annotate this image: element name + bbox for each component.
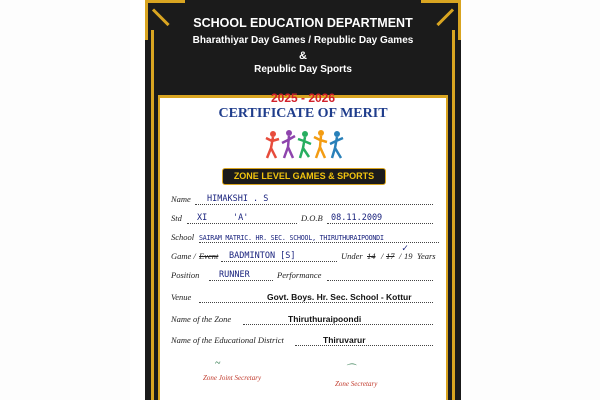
under-label: Under [341, 251, 363, 261]
zone-row [145, 311, 461, 327]
venue-dots [199, 302, 433, 303]
department-heading: SCHOOL EDUCATION DEPARTMENT [193, 16, 413, 30]
sports-figures-icon [265, 128, 345, 162]
venue-label: Venue [171, 292, 192, 302]
tick-mark-icon: ✓ [402, 243, 409, 254]
venue-value: Govt. Boys. Hr. Sec. School - Kottur [267, 292, 412, 302]
under-14: 14 [367, 251, 376, 261]
std-dots [187, 223, 297, 224]
under-sep-2: / [399, 251, 402, 261]
zone-label: Name of the Zone [171, 314, 232, 324]
position-dots [209, 280, 273, 281]
performance-label: Performance [277, 270, 322, 280]
secretary-signature: ⌒ [345, 364, 355, 375]
venue-row [145, 289, 461, 305]
school-value: SAIRAM MATRIC. HR. SEC. SCHOOL, THIRUTHURAIPOONDI [199, 234, 384, 242]
std-label: Std [171, 213, 182, 223]
game-label: Game / [171, 251, 196, 261]
academic-year: 2025 - 2026 [270, 91, 336, 105]
background-left [0, 0, 130, 400]
zone-joint-secretary-label: Zone Joint Secretary [203, 374, 262, 382]
under-17: 17 [386, 251, 395, 261]
school-row [145, 229, 461, 245]
sports-line: Republic Day Sports [254, 64, 352, 75]
section-value: 'A' [233, 213, 249, 223]
district-row [145, 332, 461, 348]
std-value: XI [197, 213, 208, 223]
position-row [145, 267, 461, 283]
dob-label: D.O.B [301, 213, 323, 223]
school-label: School [171, 232, 195, 242]
zone-dots [243, 324, 433, 325]
performance-dots [327, 280, 433, 281]
game-row [145, 243, 461, 264]
ampersand: & [299, 50, 307, 62]
under-19: 19 [404, 251, 413, 261]
name-dots [195, 204, 433, 205]
district-value: Thiruvarur [323, 335, 366, 345]
certificate [145, 0, 461, 400]
game-value: BADMINTON [S] [229, 251, 296, 261]
name-value: HIMAKSHI . S [207, 194, 269, 204]
std-row [145, 210, 461, 226]
joint-secretary-signature: ~ [215, 358, 221, 369]
under-sep-1: / [381, 251, 384, 261]
years-label: Years [417, 251, 436, 261]
zone-level-banner: ZONE LEVEL GAMES & SPORTS [222, 168, 386, 185]
position-value: RUNNER [219, 270, 250, 280]
name-label: Name [171, 194, 191, 204]
dob-value: 08.11.2009 [331, 213, 383, 223]
event-struck: Event [199, 251, 219, 261]
game-dots [221, 261, 337, 262]
certificate-title: CERTIFICATE OF MERIT [218, 106, 388, 121]
ornament-top-right [421, 0, 461, 3]
name-row [145, 191, 461, 207]
district-dots [295, 345, 433, 346]
district-label: Name of the Educational District [171, 335, 284, 345]
zone-value: Thiruthuraipoondi [288, 314, 362, 324]
ornament-top-left [145, 0, 185, 3]
dob-dots [327, 223, 433, 224]
zone-secretary-label: Zone Secretary [335, 380, 378, 388]
position-label: Position [171, 270, 200, 280]
games-line: Bharathiyar Day Games / Republic Day Games [192, 35, 414, 46]
background-right [470, 0, 600, 400]
